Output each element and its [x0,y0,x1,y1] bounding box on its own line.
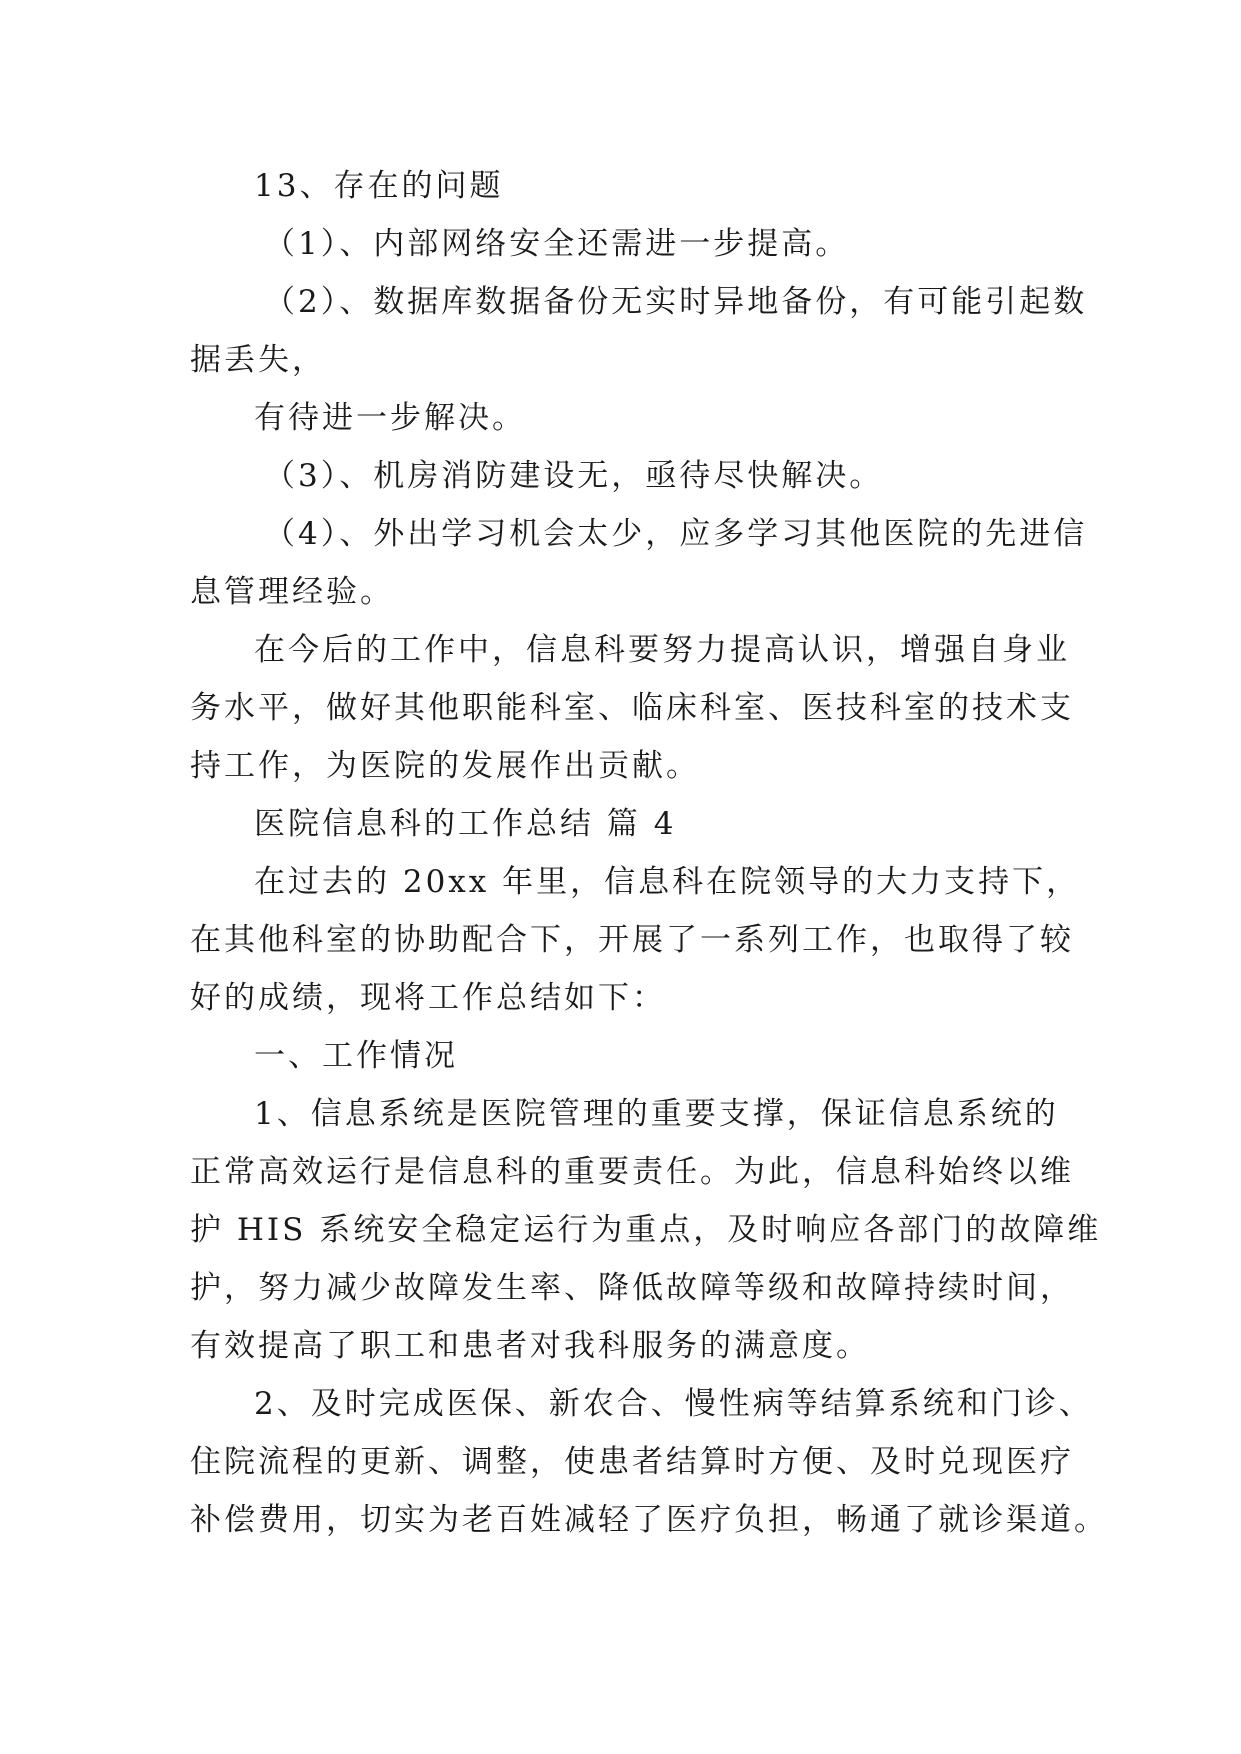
section-title-part-4: 医院信息科的工作总结 篇 4 [254,806,677,842]
future-paragraph-line-1: 在今后的工作中，信息科要努力提高认识，增强自身业 [254,632,1070,668]
problem-item-4-line-2: 息管理经验。 [190,574,394,610]
intro-paragraph-line-1: 在过去的 20xx 年里，信息科在院领导的大力支持下， [254,864,1081,900]
item-2-line-3: 补偿费用，切实为老百姓减轻了医疗负担，畅通了就诊渠道。 [190,1502,1108,1538]
problem-item-2-line-3: 有待进一步解决。 [254,400,526,436]
item-1-line-1: 1、信息系统是医院管理的重要支撑，保证信息系统的 [254,1096,1059,1132]
problem-item-4-line-1: （4）、外出学习机会太少，应多学习其他医院的先进信 [264,516,1088,552]
item-1-line-3: 护 HIS 系统安全稳定运行为重点，及时响应各部门的故障维 [190,1212,1102,1248]
intro-paragraph-line-2: 在其他科室的协助配合下，开展了一系列工作，也取得了较 [190,922,1074,958]
item-1-line-5: 有效提高了职工和患者对我科服务的满意度。 [190,1328,870,1364]
problems-heading: 13、存在的问题 [254,168,504,204]
intro-paragraph-line-3: 好的成绩，现将工作总结如下： [190,980,666,1016]
item-1-line-2: 正常高效运行是信息科的重要责任。为此，信息科始终以维 [190,1154,1074,1190]
problem-item-2-line-1: （2）、数据库数据备份无实时异地备份，有可能引起数 [264,284,1088,320]
item-2-line-1: 2、及时完成医保、新农合、慢性病等结算系统和门诊、 [254,1386,1093,1422]
problem-item-2-line-2: 据丢失， [190,342,326,378]
problem-item-1: （1）、内部网络安全还需进一步提高。 [264,226,850,262]
work-status-heading: 一、工作情况 [254,1038,458,1074]
future-paragraph-line-2: 务水平，做好其他职能科室、临床科室、医技科室的技术支 [190,690,1074,726]
item-2-line-2: 住院流程的更新、调整，使患者结算时方便、及时兑现医疗 [190,1444,1074,1480]
future-paragraph-line-3: 持工作，为医院的发展作出贡献。 [190,748,700,784]
problem-item-3: （3）、机房消防建设无，亟待尽快解决。 [264,458,884,494]
item-1-line-4: 护，努力减少故障发生率、降低故障等级和故障持续时间， [190,1270,1074,1306]
